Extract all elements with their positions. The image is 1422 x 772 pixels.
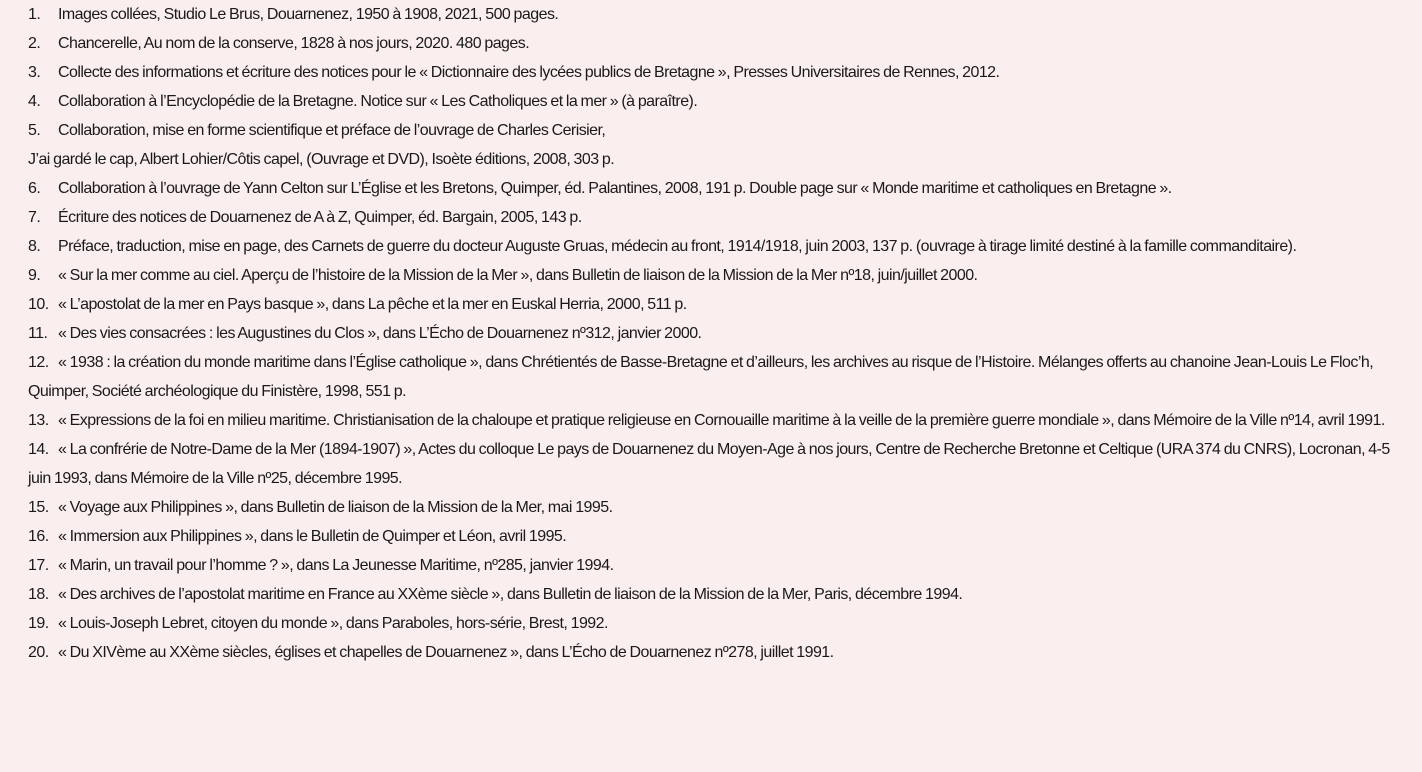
publication-entry: [28, 522, 1402, 551]
publication-entry: [28, 551, 1402, 580]
entry-number: 3.: [28, 64, 41, 81]
publication-entry: [28, 435, 1402, 493]
entry-number: 19.: [28, 615, 49, 632]
publication-entry: [28, 261, 1402, 290]
publication-entry: [28, 87, 1402, 116]
entry-text: « Expressions de la foi en milieu maritime. Christianisation de la chaloupe et pratique religieuse en Cornouaille maritime à la veille de la première guerre mondiale », dans Mémoire de la Ville nº14, avril 1991.: [58, 412, 1385, 429]
entry-number: 17.: [28, 557, 49, 574]
publication-list: [28, 0, 1402, 667]
entry-text: « Des archives de l’apostolat maritime en France au XXème siècle », dans Bulletin de liaison de la Mission de la Mer, Paris, décembre 1994.: [58, 586, 963, 603]
entry-number: 7.: [28, 209, 41, 226]
entry-text: Écriture des notices de Douarnenez de A à Z, Quimper, éd. Bargain, 2005, 143 p.: [58, 209, 582, 226]
entry-text: Collaboration, mise en forme scientifique et préface de l’ouvrage de Charles Cerisier,: [58, 122, 606, 139]
entry-text: Collaboration à l’Encyclopédie de la Bretagne. Notice sur « Les Catholiques et la mer » (à paraître).: [58, 93, 698, 110]
publication-entry: [28, 58, 1402, 87]
entry-number: 4.: [28, 93, 41, 110]
entry-number: 16.: [28, 528, 49, 545]
entry-text: « Du XIVème au XXème siècles, églises et chapelles de Douarnenez », dans L’Écho de Douarnenez nº278, juillet 1991.: [58, 644, 834, 661]
entry-text: J’ai gardé le cap, Albert Lohier/Côtis capel, (Ouvrage et DVD), Isoète éditions, 2008, 303 p.: [28, 151, 615, 168]
entry-number: 2.: [28, 35, 41, 52]
entry-text: « Des vies consacrées : les Augustines du Clos », dans L’Écho de Douarnenez nº312, janvier 2000.: [58, 325, 702, 342]
entry-number: 11.: [28, 325, 48, 342]
entry-number: 10.: [28, 296, 49, 313]
entry-number: 20.: [28, 644, 49, 661]
entry-number: 8.: [28, 238, 41, 255]
publication-entry: [28, 406, 1402, 435]
entry-text: « Sur la mer comme au ciel. Aperçu de l’histoire de la Mission de la Mer », dans Bulletin de liaison de la Mission de la Mer nº18, juin/juillet 2000.: [58, 267, 978, 284]
publication-entry: [28, 29, 1402, 58]
entry-text: Préface, traduction, mise en page, des Carnets de guerre du docteur Auguste Gruas, médecin au front, 1914/1918, juin 2003, 137 p. (ouvrage à tirage limité destiné à la famille commanditaire).: [58, 238, 1297, 255]
entry-text: « Louis-Joseph Lebret, citoyen du monde », dans Paraboles, hors-série, Brest, 1992.: [58, 615, 608, 632]
entry-text: « L’apostolat de la mer en Pays basque », dans La pêche et la mer en Euskal Herria, 2000, 511 p.: [58, 296, 687, 313]
entry-number: 14.: [28, 441, 49, 458]
entry-number: 9.: [28, 267, 41, 284]
entry-number: 1.: [28, 6, 41, 23]
publication-entry: [28, 638, 1402, 667]
entry-text: Collecte des informations et écriture des notices pour le « Dictionnaire des lycées publics de Bretagne », Presses Universitaires de Rennes, 2012.: [58, 64, 1000, 81]
entry-number: 12.: [28, 354, 49, 371]
entry-number: 13.: [28, 412, 49, 429]
publication-entry: [28, 290, 1402, 319]
publication-entry: [28, 609, 1402, 638]
publication-entry: [28, 174, 1402, 203]
entry-text: « Voyage aux Philippines », dans Bulletin de liaison de la Mission de la Mer, mai 1995.: [58, 499, 613, 516]
publication-entry: [28, 232, 1402, 261]
publication-entry: [28, 348, 1402, 406]
entry-text: Images collées, Studio Le Brus, Douarnenez, 1950 à 1908, 2021, 500 pages.: [58, 6, 559, 23]
publication-entry: [28, 0, 1402, 29]
entry-text: Chancerelle, Au nom de la conserve, 1828 à nos jours, 2020. 480 pages.: [58, 35, 530, 52]
entry-text: « Immersion aux Philippines », dans le Bulletin de Quimper et Léon, avril 1995.: [58, 528, 567, 545]
entry-text: Collaboration à l’ouvrage de Yann Celton sur L’Église et les Bretons, Quimper, éd. Palantines, 2008, 191 p. Double page sur « Monde maritime et catholiques en Bretagne ».: [58, 180, 1172, 197]
entry-number: 5.: [28, 122, 41, 139]
publication-entry: [28, 493, 1402, 522]
entry-number: 18.: [28, 586, 49, 603]
entry-text: « Marin, un travail pour l’homme ? », dans La Jeunesse Maritime, nº285, janvier 1994.: [58, 557, 614, 574]
publication-entry: [28, 319, 1402, 348]
entry-text: « 1938 : la création du monde maritime dans l’Église catholique », dans Chrétientés de Basse-Bretagne et d’ailleurs, les archives au risque de l’Histoire. Mélanges offerts au chanoine Jean-Louis Le Floc’h, Quimper, Société archéologique du Finistère, 1998, 551 p.: [28, 354, 1374, 400]
entry-number: 6.: [28, 180, 41, 197]
publication-entry: [28, 203, 1402, 232]
publication-entry: [28, 116, 1402, 145]
publication-entry: [28, 580, 1402, 609]
entry-number: 15.: [28, 499, 49, 516]
publication-entry: [28, 145, 1402, 174]
entry-text: « La confrérie de Notre-Dame de la Mer (1894-1907) », Actes du colloque Le pays de Douarnenez du Moyen-Age à nos jours, Centre de Recherche Bretonne et Celtique (URA 374 du CNRS), Locronan, 4-5 juin 1993, dans Mémoire de la Ville nº25, décembre 1995.: [28, 441, 1390, 487]
